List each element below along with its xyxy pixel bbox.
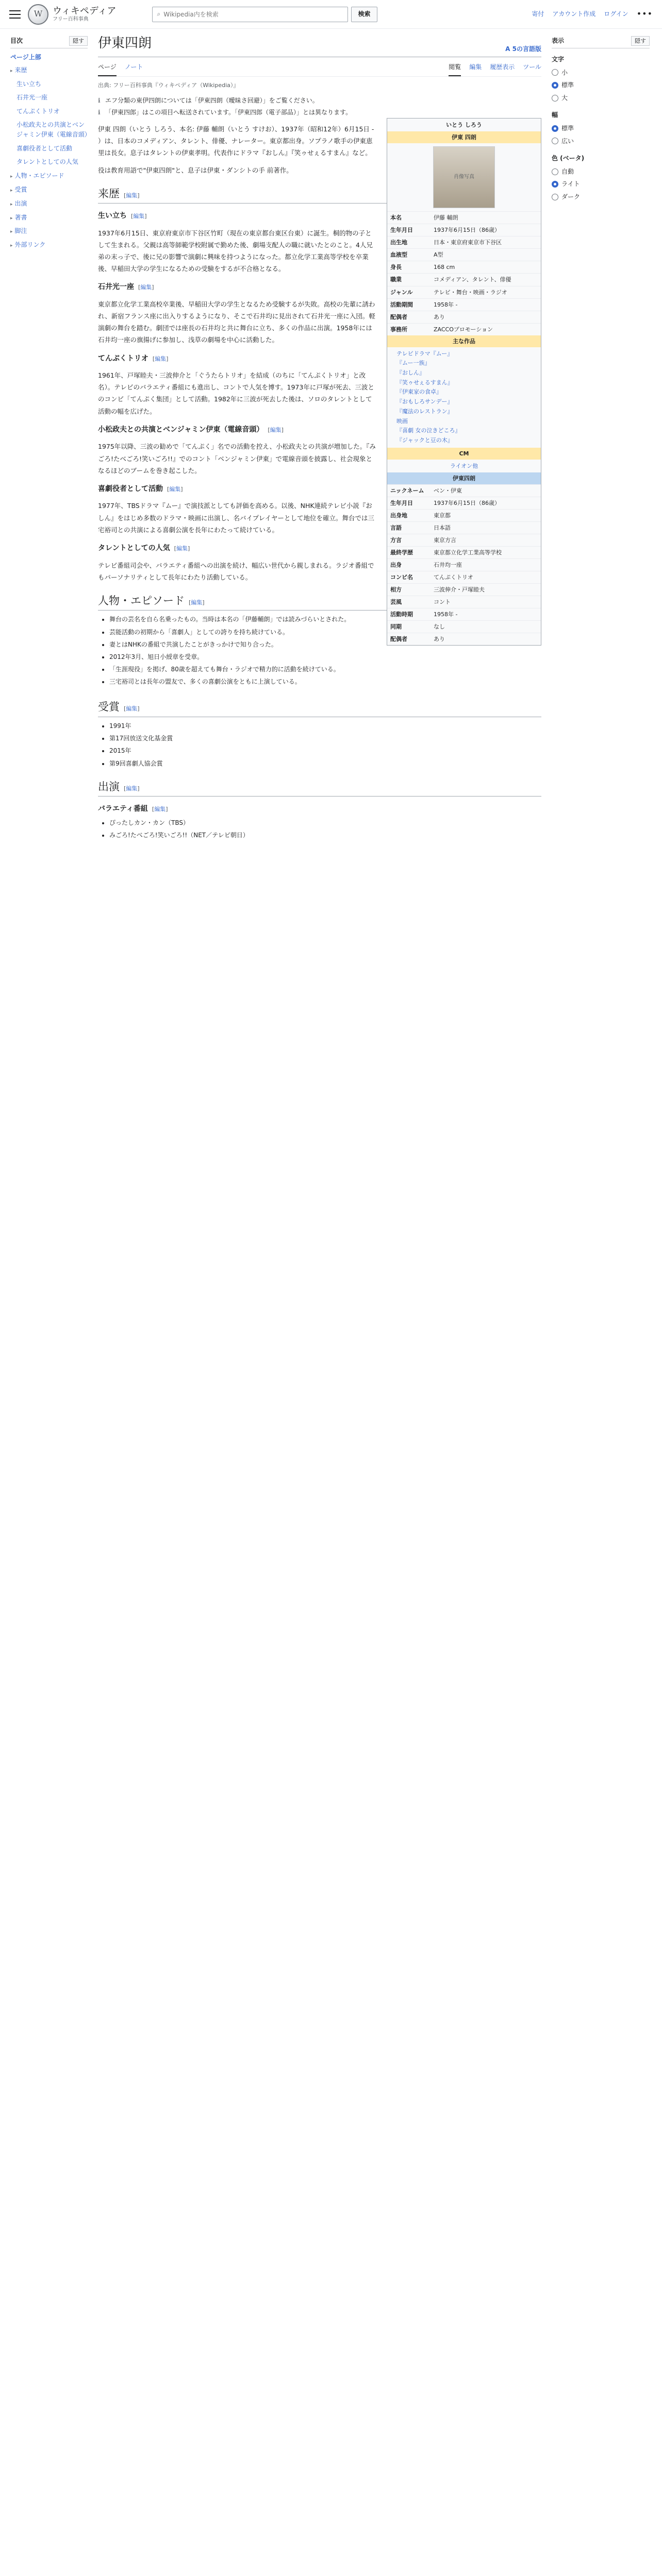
awards-title: 受賞 — [98, 701, 120, 714]
radio-button[interactable] — [552, 168, 558, 175]
infobox-kana: いとう しろう — [446, 122, 482, 129]
infobox-label: 配偶者 — [390, 313, 407, 320]
infobox-row — [387, 534, 541, 546]
tab-edit[interactable]: 編集 — [469, 63, 482, 71]
episode-item: • 妻とはNHKの番組で共演したことがきっかけで知り合った。 — [109, 639, 541, 650]
chevron-icon: ▸ — [10, 243, 13, 249]
infobox-work-item[interactable]: 『魔法のレストラン』 — [396, 408, 453, 415]
toc-item[interactable] — [10, 197, 88, 211]
infobox-label: 事務所 — [390, 326, 407, 333]
section-title: 生い立ち — [98, 212, 127, 221]
section-paragraph: 1961年、戸塚睦夫・三波伸介と「ぐうたらトリオ」を結成（のちに「てんぷくトリオ」と改名）。テレビのバラエティ番組にも進出し、コントで人気を博す。1973年に戸塚が死去、三波とのコンビ「てんぷく集団」として活動。1982年に三波が死去した後は、ソロのタレントとして活動の幅を広げた。 — [98, 371, 374, 415]
section-paragraph: 1937年6月15日、東京府東京市下谷区竹町（現在の東京都台東区台東）に誕生。桐的物の子として生まれる。父親は高等師範学校附属で勤めた後、劇場支配人の職に就いたとのこと。4人兄弟の末っ子で、後に兄の影響で演劇に興味を持つようになった。都立化学工業高等学校を卒業後、早稲田大学の学生になるための受験をするが不合格となる。 — [98, 229, 373, 273]
infobox-work-item[interactable]: 映画 — [396, 417, 408, 425]
login-link[interactable]: ログイン — [604, 10, 628, 18]
episode-item: • 舞台の芸名を自ら名乗ったもの。当時は本名の「伊藤輔朗」では読みづらいとされた。 — [109, 614, 541, 625]
infobox-value: 168 cm — [434, 264, 455, 271]
edit-section: [編集] — [152, 355, 169, 362]
hatnote — [98, 95, 541, 107]
option-label: 標準 — [561, 81, 574, 89]
infobox-work-item[interactable]: 『ムー一族』 — [396, 360, 431, 367]
toc-item[interactable] — [10, 63, 88, 77]
radio-button[interactable] — [552, 82, 558, 89]
infobox-value: あり — [434, 313, 445, 320]
infobox-value: てんぷくトリオ — [434, 574, 473, 581]
variety-list — [109, 817, 541, 841]
episode-item: • 「生涯現役」を掲げ、80歳を超えても舞台・ラジオで精力的に活動を続けている。 — [109, 664, 541, 675]
chevron-icon: ▸ — [10, 201, 13, 207]
color-option[interactable] — [552, 178, 650, 191]
toc-item[interactable] — [10, 142, 88, 156]
infobox-label: 出身 — [390, 562, 402, 569]
infobox-value: 伊藤 輔朗 — [434, 214, 458, 222]
radio-button[interactable] — [552, 138, 558, 144]
infobox-value: 東京都立化学工業高等学校 — [434, 549, 502, 556]
section-title: 人物・エピソード — [98, 594, 185, 607]
tab-talk[interactable]: ノート — [124, 63, 143, 71]
award-item: • 第17回放送文化基金賞 — [109, 733, 541, 744]
text-size-label: 文字 — [552, 56, 565, 63]
infobox-row — [387, 484, 541, 497]
infobox-value: 日本語 — [434, 524, 451, 531]
section-paragraph: 東京都立化学工業高校卒業後、早稲田大学の学生となるため受験するが失敗。高校の先輩に誘われ、新宿フランス座に出入りするようになり、そこで石井均に見出されて石井光一座に入団。軽演劇の舞台を踏む。劇団では座長の石井均と共に舞台に立ち、多くの作品に出演。1958年には石井均一座の旗揚げに参加し、浅草の劇場を中心に活動した。 — [98, 300, 375, 344]
toc-item[interactable] — [10, 118, 91, 141]
page-title: 伊東四朗 — [98, 36, 152, 51]
infobox-value: コント — [434, 599, 451, 606]
width-option[interactable] — [552, 122, 650, 135]
edit-section: [編集] — [131, 213, 147, 220]
toc-item-label: 喜劇役者として活動 — [16, 144, 73, 152]
infobox-label: 職業 — [390, 276, 402, 283]
toc-item-label: 来歴 — [14, 66, 27, 74]
site-name: ウィキペディア — [53, 6, 117, 17]
infobox — [387, 118, 541, 646]
infobox-label: 活動時期 — [390, 611, 413, 618]
edit-section: [編集] — [167, 485, 183, 493]
more-options-icon[interactable]: ••• — [636, 9, 653, 19]
appearances-title: 出演 — [98, 780, 120, 793]
infobox-value: ZACCOプロモーション — [434, 326, 493, 333]
infobox-row — [387, 620, 541, 633]
text-size-option[interactable] — [552, 92, 650, 105]
toc-item[interactable] — [10, 105, 88, 118]
section-title: 来歴 — [98, 187, 120, 200]
infobox-work-item[interactable]: 『喜劇 女の泣きどころ』 — [396, 427, 461, 434]
variety-item: • ぴったしカン・カン（TBS） — [109, 817, 541, 828]
appearance-hide-button[interactable]: 隠す — [631, 36, 650, 46]
chevron-icon: ▸ — [10, 215, 13, 221]
infobox-works-band: 主な作品 — [387, 335, 541, 347]
infobox-value: 1937年6月15日（86歳） — [434, 227, 500, 234]
toc-item-label: 人物・エピソード — [14, 172, 64, 179]
infobox-row — [387, 261, 541, 273]
color-option[interactable] — [552, 165, 650, 178]
width-label: 幅 — [552, 111, 558, 119]
infobox-label: 活動期間 — [390, 301, 413, 308]
infobox-label: 出生地 — [390, 239, 407, 246]
toc-item-top[interactable]: ページ上部 — [10, 54, 41, 61]
tab-history[interactable]: 履歴表示 — [490, 63, 515, 71]
section-title: てんぷくトリオ — [98, 354, 148, 363]
toc-item[interactable] — [10, 169, 88, 183]
infobox-label: 配偶者 — [390, 636, 407, 643]
create-account-link[interactable]: アカウント作成 — [552, 10, 596, 18]
variety-title: バラエティ番組 — [98, 805, 148, 814]
section-title: タレントとしての人気 — [98, 544, 170, 552]
edit-link[interactable]: 編集 — [126, 785, 138, 792]
radio-button[interactable] — [552, 125, 558, 132]
toc-item-label: 受賞 — [14, 185, 27, 193]
infobox-work-item[interactable]: 『おしん』 — [396, 369, 425, 377]
awards-list — [109, 720, 541, 769]
tab-page[interactable]: ページ — [98, 59, 117, 76]
infobox-cm-band: CM — [387, 448, 541, 460]
source-line: 出典: フリー百科事典『ウィキペディア（Wikipedia）』 — [98, 81, 239, 89]
infobox-row — [387, 571, 541, 583]
intro-paragraph: 伊東 四朗（いとう しろう、本名: 伊藤 輔朗（いとう すけお）、1937年（昭和12年）6月15日 - ）は、日本のコメディアン、タレント、俳優、ナレーター。東京都出身。ソプラノ歌手の伊東恵里は長女。息子はタレントの伊東孝明。代表作にドラマ『おしん』『笑ゥせぇるすまん』など。 — [98, 125, 374, 157]
infobox-label: 方言 — [390, 536, 402, 544]
infobox-value: 石井均一座 — [434, 562, 462, 569]
info-icon: ℹ — [98, 96, 101, 104]
color-option[interactable] — [552, 191, 650, 204]
toc-heading: 目次 — [10, 37, 23, 45]
infobox-work-item[interactable]: テレビドラマ『ムー』 — [396, 350, 453, 357]
info-icon: ℹ — [98, 108, 101, 116]
infobox-value: あり — [434, 636, 445, 643]
infobox-label: 芸風 — [390, 599, 402, 606]
main-content — [98, 33, 541, 843]
toc-item[interactable] — [10, 238, 88, 252]
section-paragraph: テレビ番組司会や、バラエティ番組への出演を続け、幅広い世代から親しまれる。ラジオ番組でもパーソナリティとして長年にわたり活動している。 — [98, 561, 374, 581]
infobox-row — [387, 497, 541, 509]
infobox-label: 生年月日 — [390, 227, 413, 234]
infobox-row — [387, 521, 541, 534]
section-title: 石井光一座 — [98, 283, 134, 292]
episode-item: • 2012年3月、旭日小綬章を受章。 — [109, 651, 541, 663]
infobox-label: 最終学歴 — [390, 549, 413, 556]
toc-item-label: 生い立ち — [16, 80, 42, 88]
menu-icon[interactable] — [9, 10, 21, 19]
edit-section: [編集] — [174, 545, 190, 552]
infobox-work-item[interactable]: 『おもしろサンデー』 — [396, 398, 453, 405]
page-tabs — [98, 59, 541, 77]
hatnote-text: エフ分類の東伊四朗については「伊東四朗（曖昧さ回避）」をご覧ください。 — [105, 96, 319, 104]
edit-section: [編集] — [138, 284, 154, 291]
portrait-image[interactable]: 肖像写真 — [433, 146, 495, 208]
edit-link[interactable]: 編集 — [126, 192, 138, 199]
infobox-row — [387, 236, 541, 248]
section-heading-awards: 受賞 [編集] — [98, 699, 541, 717]
hatnote — [98, 107, 541, 118]
edit-link[interactable]: 編集 — [270, 426, 282, 433]
option-label: ダーク — [561, 193, 581, 200]
table-of-contents — [10, 33, 91, 252]
wikipedia-globe-icon: W — [28, 4, 48, 25]
infobox-value: 1958年 - — [434, 611, 458, 618]
option-label: ライト — [561, 180, 580, 188]
infobox-row — [387, 558, 541, 571]
toc-item[interactable] — [10, 91, 88, 105]
infobox-value: 三波伸介・戸塚睦夫 — [434, 586, 485, 594]
site-header — [0, 0, 662, 29]
award-item: • 1991年 — [109, 720, 541, 732]
infobox-work-item[interactable]: 『笑ゥせぇるすまん』 — [396, 379, 453, 386]
infobox-label: 本名 — [390, 214, 402, 222]
toc-hide-button[interactable]: 隠す — [69, 36, 88, 46]
edit-section: [編集] — [124, 192, 140, 199]
toc-item[interactable] — [10, 183, 88, 197]
infobox-row — [387, 286, 541, 298]
variety-item: • みごろ!たべごろ!笑いごろ!!（NET／テレビ朝日） — [109, 829, 541, 841]
section-title: 喜劇役者として活動 — [98, 484, 163, 493]
edit-section: [編集] — [268, 426, 284, 433]
infobox-value: テレビ・舞台・映画・ラジオ — [434, 289, 507, 296]
edit-link[interactable]: 編集 — [126, 705, 138, 713]
tab-tools[interactable]: ツール — [523, 63, 541, 71]
toc-item-label: 石井光一座 — [16, 94, 48, 101]
edit-link[interactable]: 編集 — [154, 806, 166, 813]
episode-item: • 三宅裕司とは長年の盟友で、多くの喜劇公演をともに上演している。 — [109, 676, 541, 687]
edit-link[interactable]: 編集 — [140, 284, 152, 291]
toc-item[interactable] — [10, 211, 88, 225]
infobox-name: 伊東 四朗 — [387, 131, 541, 143]
infobox-value: 東京都 — [434, 512, 451, 519]
infobox-label: 血液型 — [390, 251, 407, 259]
option-label: 自動 — [561, 167, 574, 175]
edit-link[interactable]: 編集 — [176, 545, 188, 552]
chevron-icon: ▸ — [10, 188, 13, 193]
infobox-value: なし — [434, 623, 445, 631]
infobox-label: ジャンル — [390, 289, 413, 296]
section-paragraph: 1977年、TBSドラマ『ムー』で演技派としても評価を高める。以後、NHK連続テレビ小説『おしん』をはじめ多数のドラマ・映画に出演し、名バイプレイヤーとして地位を確立。舞台では三宅裕司との共演による喜劇公演を長年にわたって続けている。 — [98, 502, 375, 534]
site-logo[interactable] — [28, 4, 116, 25]
infobox-work-item[interactable]: 『ジャックと豆の木』 — [396, 436, 453, 444]
option-label: 標準 — [561, 125, 574, 132]
color-label: 色 (ベータ) — [552, 155, 585, 162]
section-heading-variety: バラエティ番組 [編集] — [98, 805, 168, 814]
edit-link[interactable]: 編集 — [191, 599, 203, 606]
search-button[interactable]: 検索 — [351, 7, 377, 22]
infobox-row — [387, 509, 541, 521]
width-option[interactable] — [552, 135, 650, 148]
edit-link[interactable]: 編集 — [155, 355, 167, 362]
radio-button[interactable] — [552, 69, 558, 76]
option-label: 広い — [561, 137, 574, 145]
infobox-value: ベン・伊東 — [434, 487, 462, 494]
hatnote-text: 「伊東四郎」はこの項目へ転送されています。「伊東四郎（電子部品）」とは異なります。 — [105, 108, 352, 116]
infobox-row — [387, 311, 541, 323]
award-item: • 第9回喜劇人協会賞 — [109, 758, 541, 769]
infobox-value: 東京方言 — [434, 536, 456, 544]
infobox-second-title: 伊東四朗 — [387, 472, 541, 484]
infobox-row — [387, 298, 541, 311]
infobox-row — [387, 583, 541, 596]
toc-item-label: タレントとしての人気 — [16, 158, 78, 166]
appearance-heading: 表示 — [552, 37, 565, 45]
edit-link[interactable]: 編集 — [169, 485, 181, 493]
toc-item[interactable] — [10, 155, 88, 169]
infobox-label: 言語 — [390, 524, 402, 531]
toc-item[interactable] — [10, 224, 88, 238]
toc-item-label: 著書 — [14, 213, 27, 221]
radio-button[interactable] — [552, 181, 558, 188]
award-item: • 2015年 — [109, 745, 541, 756]
radio-button[interactable] — [552, 194, 558, 200]
toc-item[interactable] — [10, 77, 88, 91]
infobox-row — [387, 224, 541, 236]
infobox-work-item[interactable]: 『伊東家の食卓』 — [396, 388, 442, 396]
section-title: 小松政夫との共演とベンジャミン伊東（電線音頭） — [98, 425, 264, 434]
chevron-icon: ▸ — [10, 229, 13, 235]
infobox-row — [387, 273, 541, 285]
toc-item-label: 脚注 — [14, 227, 27, 235]
infobox-label: 生年月日 — [390, 499, 413, 506]
text-size-option[interactable] — [552, 79, 650, 92]
infobox-row — [387, 323, 541, 335]
search-box — [152, 7, 348, 22]
edit-section: [編集] — [189, 599, 205, 606]
infobox-label: ニックネーム — [390, 487, 424, 494]
option-label: 小 — [561, 69, 568, 76]
section-heading-appearances: 出演 [編集] — [98, 778, 541, 797]
appearance-panel — [552, 33, 650, 204]
search-icon: ⌕ — [157, 10, 161, 18]
infobox-cm-text[interactable]: ライオン他 — [450, 462, 478, 469]
infobox-value: コメディアン、タレント、俳優 — [434, 276, 511, 283]
infobox-row — [387, 248, 541, 261]
infobox-row — [387, 608, 541, 620]
section-paragraph: 1975年以降、三波の勧めで「てんぷく」名での活動を控え、小松政夫との共演が増加した。『みごろ!たべごろ!笑いごろ!!』でのコント「ベンジャミン伊東」で電線音頭を披露し、社会現象となるほどのブームを巻き起こした。 — [98, 443, 376, 474]
option-label: 大 — [561, 94, 568, 101]
search-input[interactable] — [163, 11, 343, 18]
infobox-label: 出身地 — [390, 512, 407, 519]
language-button[interactable]: A 5の言語版 — [505, 45, 541, 53]
toc-item-label: 外部リンク — [14, 241, 46, 249]
tab-read[interactable]: 閲覧 — [449, 59, 461, 76]
episode-item: • 芸能活動の初期から「喜劇人」としての誇りを持ち続けている。 — [109, 626, 541, 638]
infobox-label: 身長 — [390, 264, 402, 271]
infobox-row — [387, 546, 541, 558]
infobox-row — [387, 211, 541, 224]
edit-link[interactable]: 編集 — [133, 213, 145, 220]
infobox-label: 相方 — [390, 586, 402, 594]
infobox-value: A型 — [434, 251, 443, 259]
donate-link[interactable]: 寄付 — [532, 10, 544, 18]
infobox-label: コンビ名 — [390, 574, 413, 581]
infobox-label: 同期 — [390, 623, 402, 631]
chevron-icon: ▸ — [10, 174, 13, 179]
infobox-value: 1937年6月15日（86歳） — [434, 499, 500, 506]
toc-item-label: 出演 — [14, 199, 27, 207]
infobox-row — [387, 596, 541, 608]
intro-paragraph-2: 役は教育用語で"伊東四朗"と、息子は伊東・ダンシトの手 前著作。 — [98, 166, 293, 174]
toc-item-label: 小松政夫との共演とベンジャミン伊東（電線音頭） — [16, 121, 91, 138]
toc-item-label: てんぷくトリオ — [16, 107, 60, 115]
radio-button[interactable] — [552, 95, 558, 101]
infobox-value: 1958年 - — [434, 301, 458, 308]
infobox-row — [387, 633, 541, 645]
chevron-icon: ▸ — [10, 68, 13, 74]
text-size-option[interactable] — [552, 66, 650, 79]
infobox-value: 日本・東京府東京市下谷区 — [434, 239, 502, 246]
site-tagline: フリー百科事典 — [53, 16, 89, 22]
